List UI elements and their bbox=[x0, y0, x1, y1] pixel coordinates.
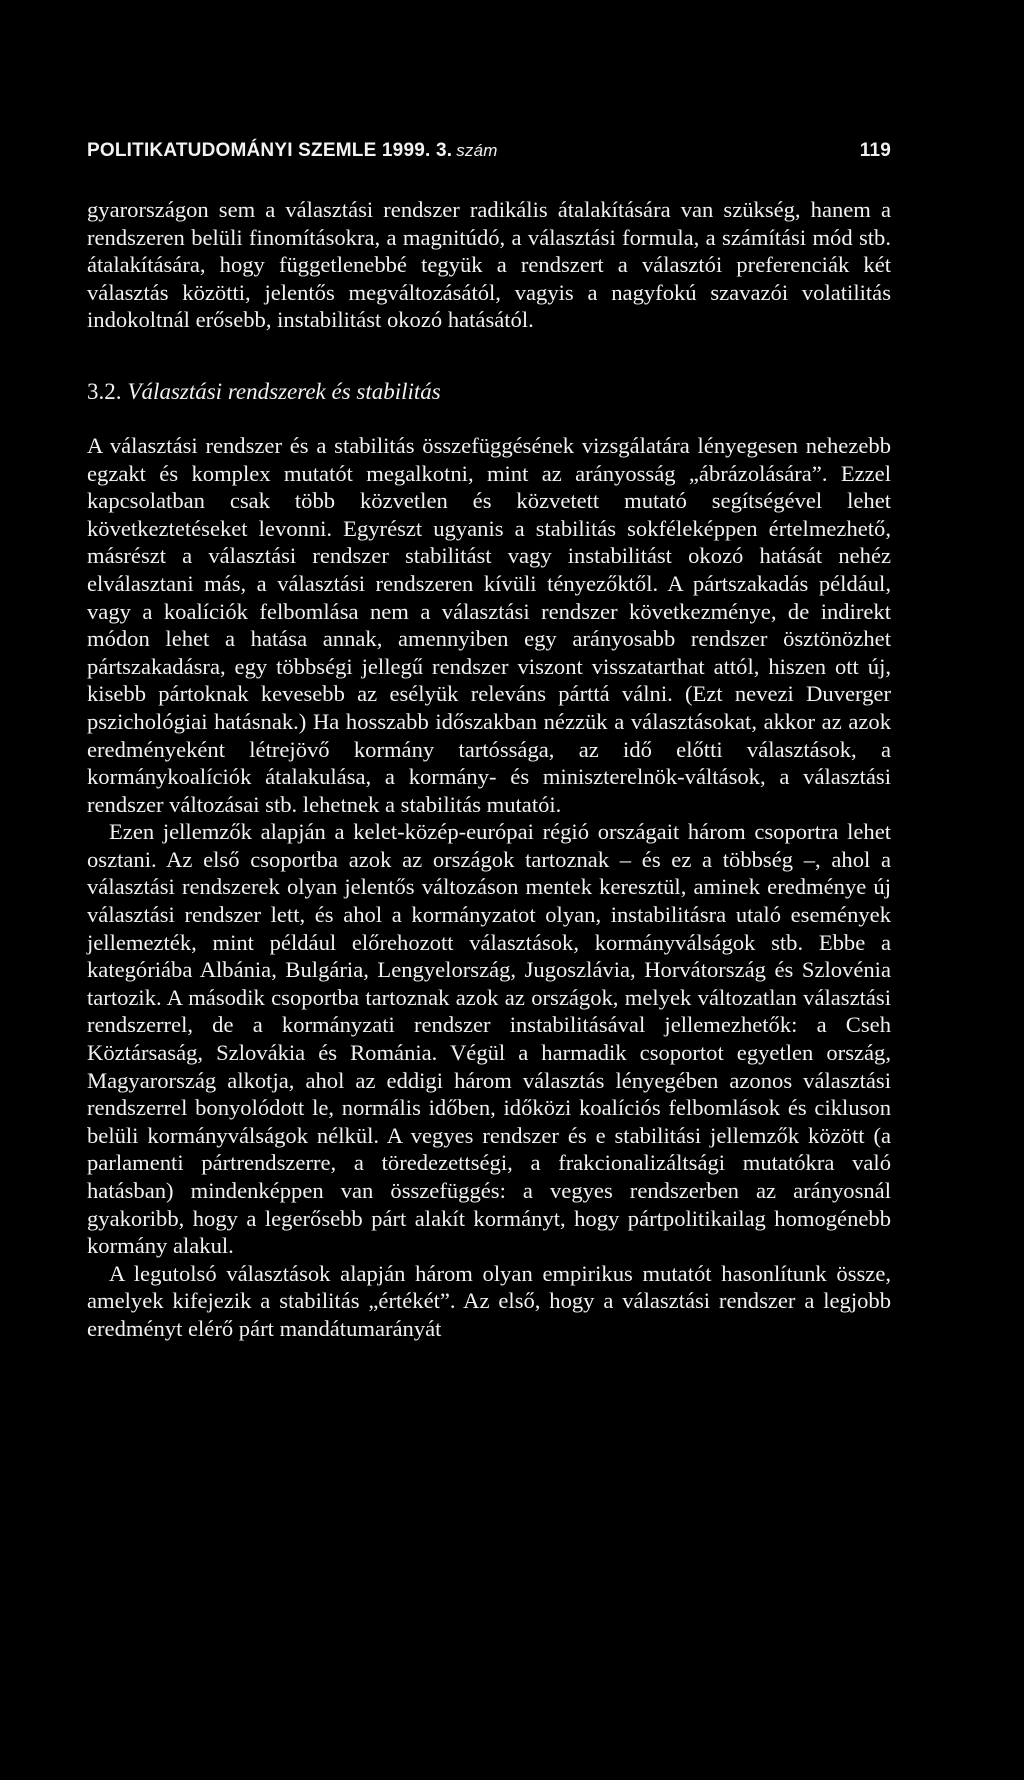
section-title: Választási rendszerek és stabilitás bbox=[127, 378, 441, 404]
running-header bbox=[87, 140, 891, 162]
section-number: 3.2. bbox=[87, 378, 122, 404]
section-heading bbox=[87, 378, 891, 406]
paragraph-3: A legutolsó választások alapján három olyan empirikus mutatót hasonlítunk össze, amelyek kifejezik a stabilitás „értékét”. Az első, hogy a választási rendszer a legjobb eredményt elérő párt mandátumarányát bbox=[87, 1260, 891, 1341]
issue-label: szám bbox=[456, 141, 498, 160]
page-number: 119 bbox=[859, 140, 891, 161]
paragraph-2: Ezen jellemzők alapján a kelet-közép-európai régió országait három csoportra lehet osztani. Az első csoportba azok az országok tartoznak – és ez a többség –, ahol a választási rendszerek olyan jelentős változáson mentek keresztül, aminek eredménye új választási rendszer lett, és ahol a kormányzatot olyan, instabilitásra utaló események jellemezték, mint például előrehozott választások, kormányválságok stb. Ebbe a kategóriába Albánia, Bulgária, Lengyelország, Jugoszlávia, Horvátország és Szlovénia tartozik. A második csoportba tartoznak azok az országok, melyek változatlan választási rendszerrel, de a kormányzati rendszer instabilitásával jellemezhetők: a Cseh Köztársaság, Szlovákia és Románia. Végül a harmadik csoportot egyetlen ország, Magyarország alkotja, ahol az eddigi három választás lényegében azonos választási rendszerrel bonyolódott le, normális időben, időközi koalíciós felbomlások és cikluson belüli kormányválságok nélkül. A vegyes rendszer és e stabilitási jellemzők között (a parlamenti pártrendszerre, a töredezettségi, a frakcionalizáltsági mutatókra való hatásban) mindenképpen van összefüggés: a vegyes rendszerben az arányosnál gyakoribb, hogy a legerősebb párt alakít kormányt, hogy pártpolitikailag homogénebb kormány alakul. bbox=[87, 819, 891, 1259]
journal-name: POLITIKATUDOMÁNYI SZEMLE 1999. 3. bbox=[87, 140, 453, 161]
document-page bbox=[87, 140, 891, 1343]
body-text bbox=[87, 196, 891, 1343]
intro-paragraph: gyarországon sem a választási rendszer radikális átalakítására van szükség, hanem a rendszeren belüli finomításokra, a magnitúdó, a választási formula, a számítási mód stb. átalakítására, hogy függetlenebbé tegyük a rendszert a választói preferenciák két választás közötti, jelentős megváltozásától, vagyis a nagyfokú szavazói volatilitás indokoltnál erősebb, instabilitást okozó hatásától. bbox=[87, 197, 891, 333]
paragraph-1: A választási rendszer és a stabilitás összefüggésének vizsgálatára lényegesen nehezebb egzakt és komplex mutatót megalkotni, mint az arányosság „ábrázolására”. Ezzel kapcsolatban csak több közvetlen és közvetett mutató segítségével lehet következtetéseket levonni. Egyrészt ugyanis a stabilitás sokféleképpen értelmezhető, másrészt a választási rendszer stabilitást vagy instabilitást okozó hatását nehéz elválasztani más, a választási rendszeren kívüli tényezőktől. A pártszakadás például, vagy a koalíciók felbomlása nem a választási rendszer következménye, de indirekt módon lehet a hatása annak, amennyiben egy arányosabb rendszer ösztönözhet pártszakadásra, egy többségi jellegű rendszer viszont visszatarthat attól, hiszen ott új, kisebb pártoknak kevesebb az esélyük releváns párttá válni. (Ezt nevezi Duverger pszichológiai hatásnak.) Ha hosszabb időszakban nézzük a választásokat, akkor az azok eredményeként létrejövő kormány tartóssága, az idő előtti választások, a kormánykoalíciók átalakulása, a kormány- és miniszterelnök-váltások, a választási rendszer változásai stb. lehetnek a stabilitás mutatói. bbox=[87, 432, 891, 817]
journal-title bbox=[87, 140, 498, 162]
